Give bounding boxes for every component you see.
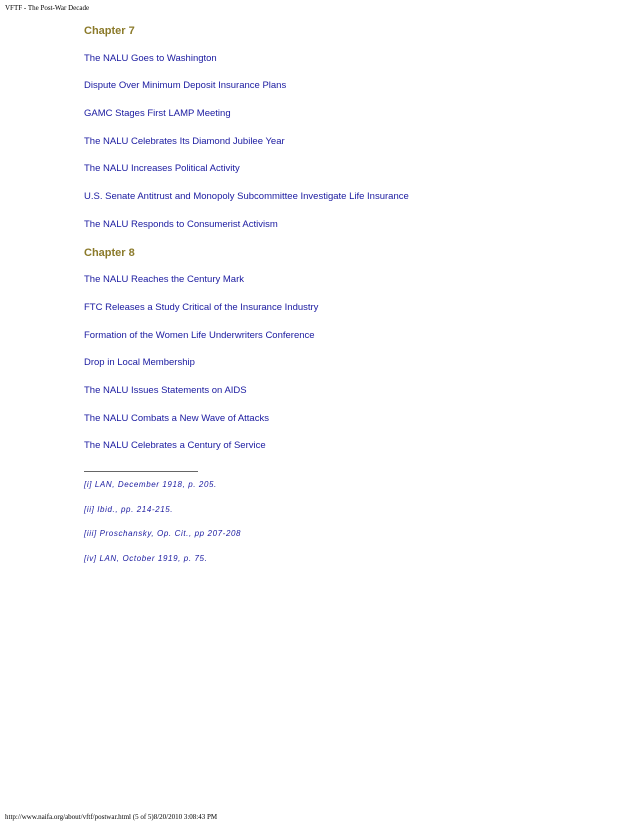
footnote-divider bbox=[84, 471, 198, 472]
toc-link[interactable]: U.S. Senate Antitrust and Monopoly Subcommittee Investigate Life Insurance bbox=[84, 191, 409, 203]
toc-link[interactable]: The NALU Celebrates Its Diamond Jubilee Year bbox=[84, 135, 285, 147]
footnote-link[interactable]: [iii] Proschansky, Op. Cit., pp 207-208 bbox=[84, 529, 242, 538]
footnote-link[interactable]: [ii] Ibid., pp. 214-215. bbox=[84, 504, 174, 514]
footnote-link[interactable]: [i] LAN, December 1918, p. 205. bbox=[84, 480, 217, 489]
toc-link[interactable]: The NALU Increases Political Activity bbox=[84, 163, 240, 175]
toc-link[interactable]: Drop in Local Membership bbox=[84, 357, 195, 369]
toc-link[interactable]: The NALU Responds to Consumerist Activism bbox=[84, 218, 278, 230]
page-header-title: VFTF - The Post-War Decade bbox=[5, 4, 90, 12]
toc-link[interactable]: The NALU Combats a New Wave of Attacks bbox=[84, 412, 269, 424]
chapter-heading: Chapter 8 bbox=[84, 246, 135, 259]
chapter-section bbox=[84, 246, 604, 468]
chapter-section bbox=[84, 24, 604, 246]
chapter-heading: Chapter 7 bbox=[84, 25, 135, 37]
toc-link[interactable]: FTC Releases a Study Critical of the Insurance Industry bbox=[84, 301, 319, 313]
toc-link[interactable]: The NALU Celebrates a Century of Service bbox=[84, 440, 266, 452]
footnote-link[interactable]: [iv] LAN, October 1919, p. 75. bbox=[84, 553, 208, 563]
footnotes-list bbox=[84, 479, 241, 577]
toc-link[interactable]: Dispute Over Minimum Deposit Insurance Plans bbox=[84, 80, 287, 92]
toc-link[interactable]: Formation of the Women Life Underwriters Conference bbox=[84, 329, 315, 341]
toc-link[interactable]: The NALU Goes to Washington bbox=[84, 52, 217, 64]
toc-link[interactable]: GAMC Stages First LAMP Meeting bbox=[84, 108, 231, 120]
toc-link[interactable]: The NALU Reaches the Century Mark bbox=[84, 274, 244, 286]
table-of-contents bbox=[84, 24, 604, 467]
page-footer-url: http://www.naifa.org/about/vftf/postwar.html (5 of 5)8/20/2010 3:08:43 PM bbox=[5, 813, 218, 821]
toc-link[interactable]: The NALU Issues Statements on AIDS bbox=[84, 384, 247, 396]
